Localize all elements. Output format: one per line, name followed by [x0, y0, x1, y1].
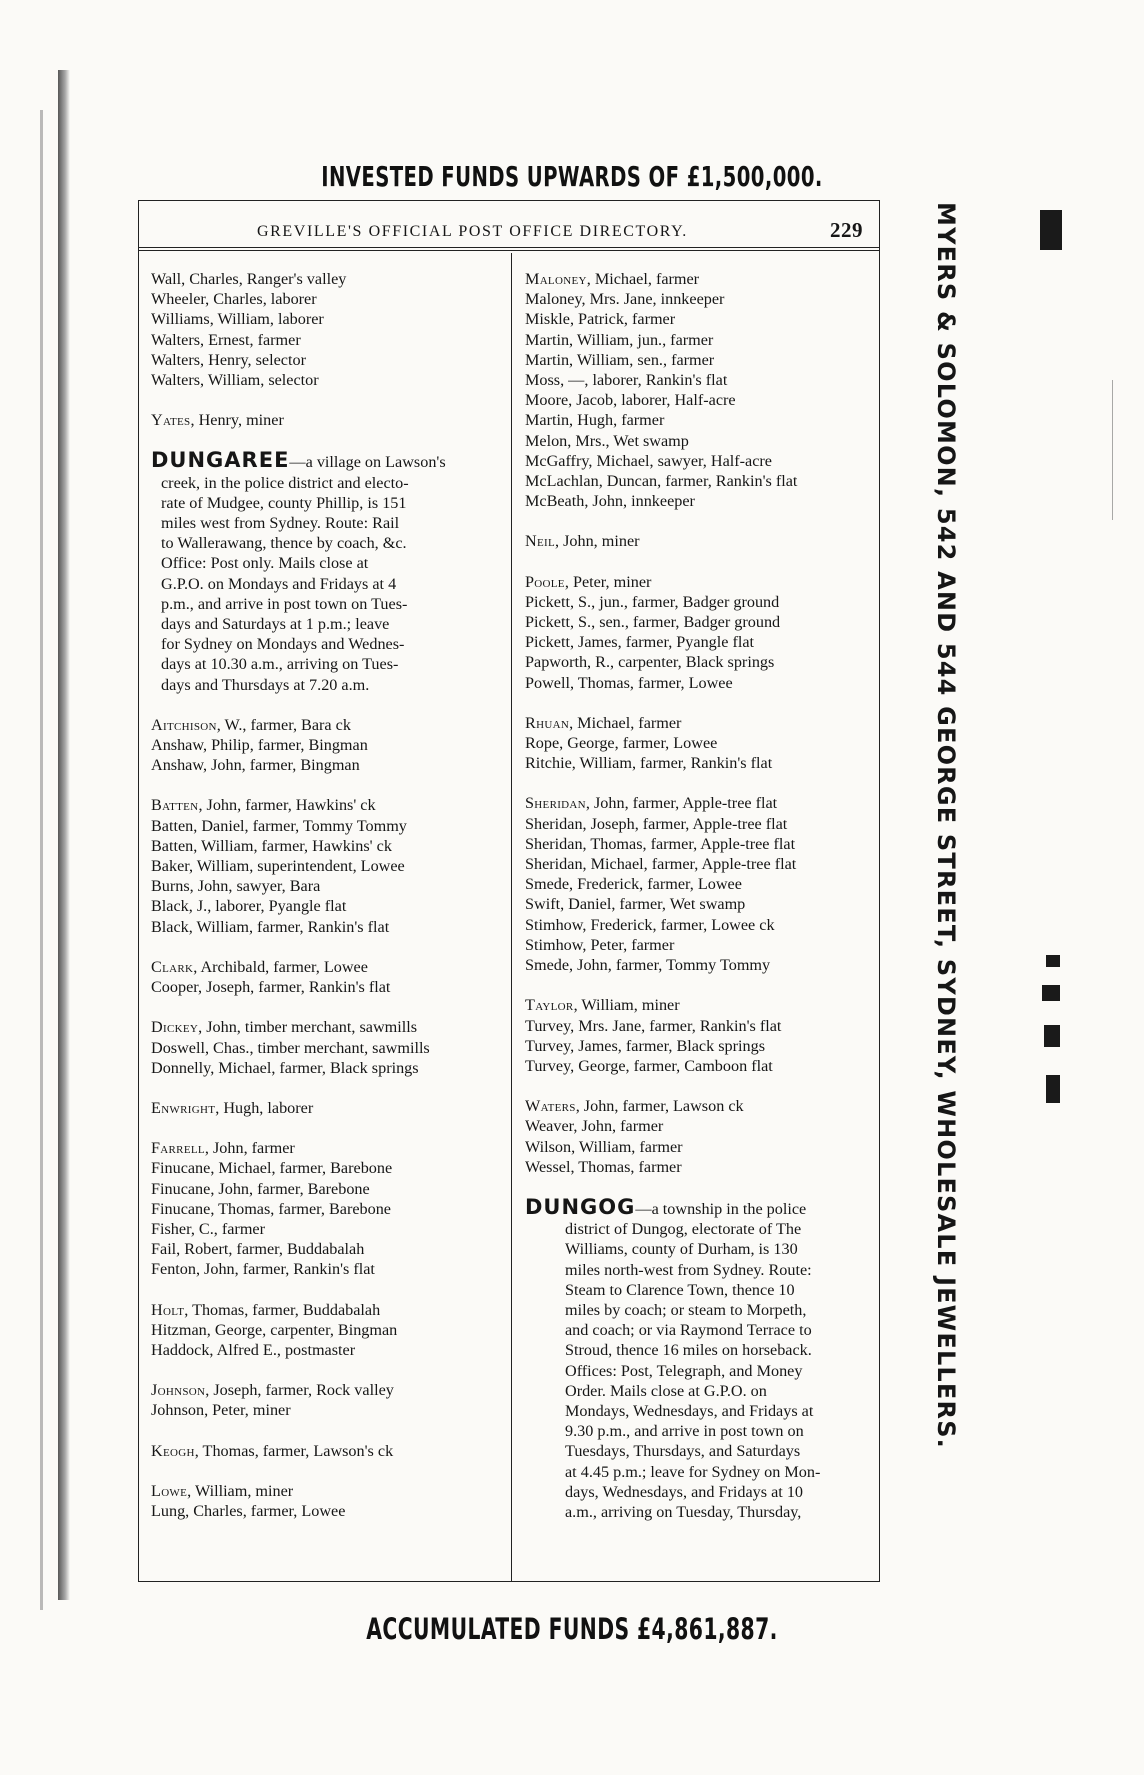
list-item	[151, 1138, 503, 1158]
place-line: 9.30 p.m., and arrive in post town on	[565, 1422, 804, 1441]
list-item: Turvey, Mrs. Jane, farmer, Rankin's flat	[525, 1016, 782, 1035]
entry-detail: , William, miner	[187, 1481, 294, 1500]
list-item: Papworth, R., carpenter, Black springs	[525, 653, 775, 672]
list-item: Black, William, farmer, Rankin's flat	[151, 917, 390, 936]
entry-group-m	[525, 269, 870, 511]
surname: Poole	[525, 572, 565, 591]
entry-detail: , John, farmer, Hawkins' ck	[198, 796, 376, 815]
entry-group-s	[525, 793, 870, 975]
place-line: miles west from Sydney. Route: Rail	[161, 514, 400, 533]
place-line: a.m., arriving on Tuesday, Thursday,	[565, 1502, 802, 1521]
entry-detail: , John, farmer	[204, 1139, 295, 1158]
surname: Rhuan	[525, 713, 570, 732]
surname: Keogh	[151, 1441, 195, 1460]
page-binding-shadow	[58, 70, 70, 1600]
place-line	[525, 1194, 870, 1219]
entry-group-c	[151, 957, 503, 997]
entry-detail: , Hugh, laborer	[215, 1098, 314, 1117]
entry-detail: , Michael, farmer	[586, 270, 700, 288]
entry-group-r	[525, 713, 870, 774]
scan-mark	[1046, 955, 1060, 967]
list-item: Pickett, S., sen., farmer, Badger ground	[525, 613, 781, 632]
list-item: Wall, Charles, Ranger's valley	[151, 270, 347, 288]
right-column	[525, 269, 870, 1542]
list-item: Finucane, Thomas, farmer, Barebone	[151, 1199, 391, 1218]
list-item: Sheridan, Michael, farmer, Apple-tree flat	[525, 855, 797, 874]
entry-detail: , William, miner	[573, 996, 680, 1015]
list-item	[151, 1380, 503, 1400]
list-item: McBeath, John, innkeeper	[525, 492, 695, 511]
list-item: Maloney, Mrs. Jane, innkeeper	[525, 290, 725, 309]
entry-group-f	[151, 1138, 503, 1279]
surname: Clark	[151, 957, 194, 976]
list-item: Ritchie, William, farmer, Rankin's flat	[525, 754, 773, 773]
side-advertisement-text: MYERS & SOLOMON, 542 AND 544 GEORGE STREET, SYDNEY, WHOLESALE JEWELLERS.	[932, 202, 960, 1450]
list-item: Powell, Thomas, farmer, Lowee	[525, 673, 733, 692]
surname: Taylor	[525, 996, 574, 1015]
list-item: Wessel, Thomas, farmer	[525, 1157, 682, 1176]
list-item: Martin, William, sen., farmer	[525, 350, 715, 369]
list-item	[525, 793, 870, 813]
place-entry-dungog	[525, 1194, 870, 1522]
banner-bottom: ACCUMULATED FUNDS £4,861,887.	[366, 1612, 778, 1646]
list-item: Anshaw, John, farmer, Bingman	[151, 756, 360, 775]
page-frame	[138, 200, 880, 1582]
entry-detail: , Thomas, farmer, Lawson's ck	[194, 1441, 394, 1460]
list-item	[525, 995, 870, 1015]
place-line-text: —a township in the police	[635, 1199, 807, 1218]
list-item: Pickett, James, farmer, Pyangle flat	[525, 633, 755, 652]
surname: Johnson	[151, 1381, 206, 1400]
place-line	[151, 450, 503, 472]
surname: Yates	[151, 411, 191, 430]
banner-top: INVESTED FUNDS UPWARDS OF £1,500,000.	[321, 160, 823, 193]
list-item: Miskle, Patrick, farmer	[525, 310, 676, 329]
list-item	[151, 1300, 503, 1320]
list-item: Doswell, Chas., timber merchant, sawmills	[151, 1038, 430, 1057]
entry-group	[151, 269, 503, 390]
list-item	[151, 957, 503, 977]
entry-group-n	[525, 531, 870, 551]
place-line: for Sydney on Mondays and Wednes-	[161, 635, 405, 654]
surname: Dickey	[151, 1018, 199, 1037]
place-entry-dungaree	[151, 450, 503, 694]
running-title: GREVILLE'S OFFICIAL POST OFFICE DIRECTORY.	[257, 223, 688, 240]
list-item: Weaver, John, farmer	[525, 1117, 664, 1136]
surname: Lowe	[151, 1481, 188, 1500]
list-item: Sheridan, Joseph, farmer, Apple-tree flat	[525, 814, 788, 833]
list-item: Johnson, Peter, miner	[151, 1401, 291, 1420]
place-line: to Wallerawang, thence by coach, &c.	[161, 534, 407, 553]
place-name: DUNGAREE	[151, 448, 290, 473]
page-binding-line	[40, 110, 43, 1610]
list-item	[151, 795, 503, 815]
place-line: at 4.45 p.m.; leave for Sydney on Mon-	[565, 1462, 821, 1481]
entry-detail: , John, miner	[555, 532, 640, 551]
list-item: Black, J., laborer, Pyangle flat	[151, 897, 347, 916]
list-item: Stimhow, Frederick, farmer, Lowee ck	[525, 915, 775, 934]
surname: Farrell	[151, 1139, 205, 1158]
list-item	[525, 1096, 870, 1116]
list-item	[525, 713, 870, 733]
entry-detail: , John, farmer, Apple-tree flat	[585, 794, 778, 813]
list-item: McLachlan, Duncan, farmer, Rankin's flat	[525, 472, 798, 491]
scan-mark	[1040, 210, 1062, 250]
list-item: Walters, Ernest, farmer	[151, 330, 301, 349]
entry-detail: , W., farmer, Bara ck	[216, 715, 351, 734]
list-item: Burns, John, sawyer, Bara	[151, 877, 321, 896]
list-item	[151, 1481, 503, 1501]
list-item: Wilson, William, farmer	[525, 1137, 683, 1156]
scan-edge-line	[1112, 380, 1113, 520]
list-item: Martin, William, jun., farmer	[525, 330, 714, 349]
list-item	[525, 269, 870, 289]
list-item: Pickett, S., jun., farmer, Badger ground	[525, 592, 780, 611]
list-item: Smede, Frederick, farmer, Lowee	[525, 875, 742, 894]
place-line: miles by coach; or steam to Morpeth,	[565, 1300, 807, 1319]
surname: Maloney	[525, 270, 587, 288]
entry-detail: , John, timber merchant, sawmills	[198, 1018, 418, 1037]
place-line: Stroud, thence 16 miles on horseback.	[565, 1341, 812, 1360]
entry-group-p	[525, 572, 870, 693]
place-line: Office: Post only. Mails close at	[161, 554, 369, 573]
running-head	[139, 215, 879, 243]
place-line: Offices: Post, Telegraph, and Money	[565, 1361, 803, 1380]
place-line: rate of Mudgee, county Phillip, is 151	[161, 493, 407, 512]
list-item: Martin, Hugh, farmer	[525, 411, 665, 430]
scan-mark	[1044, 1025, 1060, 1047]
entry-group	[151, 410, 503, 430]
list-item: Lung, Charles, farmer, Lowee	[151, 1501, 346, 1520]
place-line: Order. Mails close at G.P.O. on	[565, 1381, 767, 1400]
entry-group-h	[151, 1300, 503, 1361]
list-item	[525, 572, 870, 592]
entry-group-a	[151, 715, 503, 776]
list-item: Turvey, James, farmer, Black springs	[525, 1036, 766, 1055]
place-line: G.P.O. on Mondays and Fridays at 4	[161, 574, 397, 593]
surname: Enwright	[151, 1098, 216, 1117]
entry-detail: , John, farmer, Lawson ck	[575, 1097, 744, 1116]
list-item: Wheeler, Charles, laborer	[151, 290, 317, 309]
side-advertisement	[920, 202, 960, 1592]
entry-detail: , Peter, miner	[564, 572, 652, 591]
place-line: days at 10.30 a.m., arriving on Tues-	[161, 655, 399, 674]
list-item: Haddock, Alfred E., postmaster	[151, 1340, 356, 1359]
list-item: McGaffry, Michael, sawyer, Half-acre	[525, 451, 772, 470]
list-item: Hitzman, George, carpenter, Bingman	[151, 1320, 398, 1339]
list-item: Batten, William, farmer, Hawkins' ck	[151, 836, 392, 855]
place-name: DUNGOG	[525, 1194, 636, 1219]
scan-mark	[1046, 1075, 1060, 1103]
list-item: Anshaw, Philip, farmer, Bingman	[151, 736, 368, 755]
list-item: Finucane, John, farmer, Barebone	[151, 1179, 370, 1198]
entry-group-b	[151, 795, 503, 936]
list-item: Moss, —, laborer, Rankin's flat	[525, 371, 728, 390]
entry-detail: , Thomas, farmer, Buddabalah	[184, 1300, 381, 1319]
list-item: Cooper, Joseph, farmer, Rankin's flat	[151, 978, 391, 997]
list-item: Turvey, George, farmer, Camboon flat	[525, 1056, 773, 1075]
surname: Waters	[525, 1097, 576, 1116]
place-line: and coach; or via Raymond Terrace to	[565, 1321, 812, 1340]
entry-detail: , Henry, miner	[190, 411, 284, 430]
entry-group-k	[151, 1441, 503, 1461]
list-item: Fail, Robert, farmer, Buddabalah	[151, 1240, 365, 1259]
entry-detail: , Joseph, farmer, Rock valley	[205, 1381, 394, 1400]
entry-group-e	[151, 1098, 503, 1118]
place-line: Steam to Clarence Town, thence 10	[565, 1280, 795, 1299]
list-item	[151, 1017, 503, 1037]
list-item: Donnelly, Michael, farmer, Black springs	[151, 1058, 419, 1077]
place-line: district of Dungog, electorate of The	[565, 1220, 802, 1239]
place-line: days, Wednesdays, and Fridays at 10	[565, 1482, 804, 1501]
list-item: Rope, George, farmer, Lowee	[525, 734, 718, 753]
entry-group-t	[525, 995, 870, 1076]
list-item	[151, 410, 503, 430]
place-line: creek, in the police district and electo-	[161, 473, 409, 492]
place-line: Tuesdays, Thursdays, and Saturdays	[565, 1442, 801, 1461]
list-item: Melon, Mrs., Wet swamp	[525, 431, 689, 450]
entry-group-d	[151, 1017, 503, 1078]
place-line: days and Thursdays at 7.20 a.m.	[161, 675, 370, 694]
column-rule	[511, 253, 512, 1581]
list-item: Walters, Henry, selector	[151, 350, 306, 369]
page-number: 229	[830, 218, 863, 242]
entry-detail: , Michael, farmer	[569, 713, 682, 732]
list-item: Fenton, John, farmer, Rankin's flat	[151, 1260, 375, 1279]
surname: Aitchison	[151, 715, 217, 734]
place-line-text: —a village on Lawson's	[289, 453, 446, 472]
list-item	[151, 1441, 503, 1461]
entry-detail: , Archibald, farmer, Lowee	[193, 957, 368, 976]
list-item: Finucane, Michael, farmer, Barebone	[151, 1159, 393, 1178]
entry-group-j	[151, 1380, 503, 1420]
list-item	[151, 1098, 503, 1118]
list-item: Batten, Daniel, farmer, Tommy Tommy	[151, 816, 407, 835]
list-item: Smede, John, farmer, Tommy Tommy	[525, 956, 771, 975]
place-line: Williams, county of Durham, is 130	[565, 1240, 798, 1259]
list-item: Walters, William, selector	[151, 371, 319, 390]
list-item: Sheridan, Thomas, farmer, Apple-tree flat	[525, 834, 796, 853]
list-item: Baker, William, superintendent, Lowee	[151, 857, 405, 876]
surname: Sheridan	[525, 794, 586, 813]
left-column	[151, 269, 503, 1541]
place-line: miles north-west from Sydney. Route:	[565, 1260, 812, 1279]
place-line: days and Saturdays at 1 p.m.; leave	[161, 615, 390, 634]
list-item: Moore, Jacob, laborer, Half-acre	[525, 391, 736, 410]
surname: Neil	[525, 532, 555, 551]
list-item	[525, 531, 870, 551]
entry-group-w	[525, 1096, 870, 1177]
surname: Batten	[151, 796, 199, 815]
list-item: Williams, William, laborer	[151, 310, 324, 329]
list-item	[151, 715, 503, 735]
entry-group-l	[151, 1481, 503, 1521]
surname: Holt	[151, 1300, 185, 1319]
place-line: p.m., and arrive in post town on Tues-	[161, 594, 408, 613]
scan-mark	[1042, 985, 1060, 1001]
head-rule	[139, 247, 879, 251]
list-item: Fisher, C., farmer	[151, 1219, 265, 1238]
place-line: Mondays, Wednesdays, and Fridays at	[565, 1401, 814, 1420]
list-item: Swift, Daniel, farmer, Wet swamp	[525, 895, 746, 914]
list-item: Stimhow, Peter, farmer	[525, 935, 675, 954]
